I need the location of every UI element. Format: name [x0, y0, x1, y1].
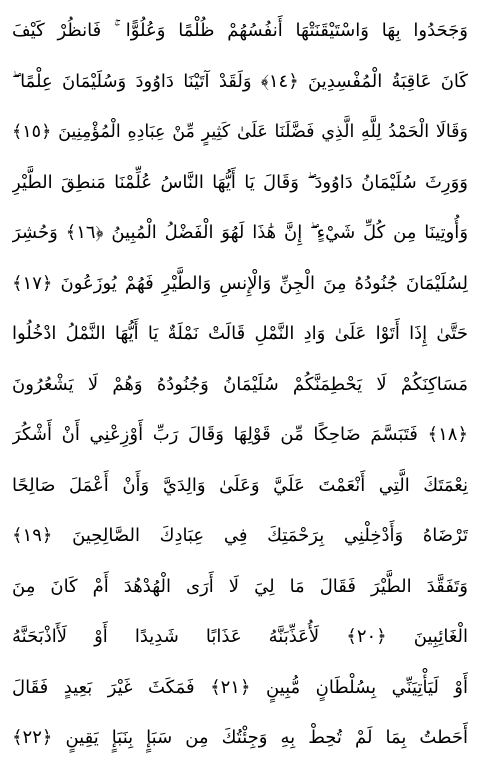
verse-line-text: وَقَالَا الْحَمْدُ لِلَّهِ الَّذِي فَضَّلَنَا عَلَىٰ كَثِيرٍ مِّنْ عِبَادِهِ الْمُؤْمِنِينَ ﴿١٥﴾: [12, 121, 468, 142]
verse-line-13: [12, 612, 468, 663]
verse-line-text: أَحَطتُ بِمَا لَمْ تُحِطْ بِهِ وَجِئْتُكَ مِن سَبَإٍ بِنَبَإٍ يَقِينٍ ﴿٢٢﴾: [12, 727, 468, 749]
verse-line-6: [12, 259, 468, 310]
verse-line-15: [12, 713, 468, 764]
verse-line-text: ﴿١٨﴾ فَتَبَسَّمَ ضَاحِكًا مِّن قَوْلِهَا وَقَالَ رَبِّ أَوْزِعْنِي أَنْ أَشْكُرَ: [12, 424, 468, 446]
verse-line-11: [12, 511, 468, 562]
verse-line-text: وَوَرِثَ سُلَيْمَانُ دَاوُودَ ۖ وَقَالَ يَا أَيُّهَا النَّاسُ عُلِّمْنَا مَنطِقَ الطَّيْرِ: [12, 171, 468, 193]
verse-line-text: وَتَفَقَّدَ الطَّيْرَ فَقَالَ مَا لِيَ لَا أَرَى الْهُدْهُدَ أَمْ كَانَ مِنَ: [12, 575, 468, 597]
verse-line-1: [12, 6, 468, 57]
verse-line-12: [12, 562, 468, 613]
verse-line-9: [12, 410, 468, 461]
verse-line-10: [12, 461, 468, 512]
verse-line-text: وَأُوتِينَا مِن كُلِّ شَيْءٍ ۖ إِنَّ هَٰذَا لَهُوَ الْفَضْلُ الْمُبِينُ ﴿١٦﴾ وَحُشِرَ: [12, 222, 468, 244]
verse-line-text: الْغَائِبِينَ ﴿٢٠﴾ لَأُعَذِّبَنَّهُ عَذَابًا شَدِيدًا أَوْ لَأَاذْبَحَنَّهُ: [12, 626, 468, 648]
verse-line-text: نِعْمَتَكَ الَّتِي أَنْعَمْتَ عَلَيَّ وَعَلَىٰ وَالِدَيَّ وَأَنْ أَعْمَلَ صَالِحًا: [12, 474, 468, 496]
verse-line-5: [12, 208, 468, 259]
verse-line-text: تَرْضَاهُ وَأَدْخِلْنِي بِرَحْمَتِكَ فِي عِبَادِكَ الصَّالِحِينَ ﴿١٩﴾: [12, 525, 468, 547]
verse-line-4: [12, 158, 468, 209]
verse-line-text: لِسُلَيْمَانَ جُنُودُهُ مِنَ الْجِنِّ وَالْإِنسِ وَالطَّيْرِ فَهُمْ يُوزَعُونَ ﴿١٧﴾: [12, 272, 468, 294]
verse-line-text: وَجَحَدُوا بِهَا وَاسْتَيْقَنَتْهَا أَنفُسُهُمْ ظُلْمًا وَعُلُوًّا ۚ فَانظُرْ كَيْفَ: [12, 20, 468, 42]
verse-line-3: [12, 107, 468, 158]
verse-text-block: [12, 6, 468, 764]
verse-line-2: [12, 57, 468, 108]
verse-line-text: حَتَّىٰ إِذَا أَتَوْا عَلَىٰ وَادِ النَّمْلِ قَالَتْ نَمْلَةٌ يَا أَيُّهَا النَّمْلُ ادْخُلُوا: [12, 323, 468, 345]
verse-line-text: مَسَاكِنَكُمْ لَا يَحْطِمَنَّكُمْ سُلَيْمَانُ وَجُنُودُهُ وَهُمْ لَا يَشْعُرُونَ: [12, 373, 468, 395]
verse-line-text: كَانَ عَاقِبَةُ الْمُفْسِدِينَ ﴿١٤﴾ وَلَقَدْ آتَيْنَا دَاوُودَ وَسُلَيْمَانَ عِلْمًا ۖ: [12, 70, 468, 92]
verse-line-text: أَوْ لَيَأْتِيَنِّي بِسُلْطَانٍ مُّبِينٍ ﴿٢١﴾ فَمَكَثَ غَيْرَ بَعِيدٍ فَقَالَ: [12, 676, 468, 698]
verse-line-14: [12, 663, 468, 714]
verse-line-8: [12, 360, 468, 411]
verse-line-7: [12, 309, 468, 360]
